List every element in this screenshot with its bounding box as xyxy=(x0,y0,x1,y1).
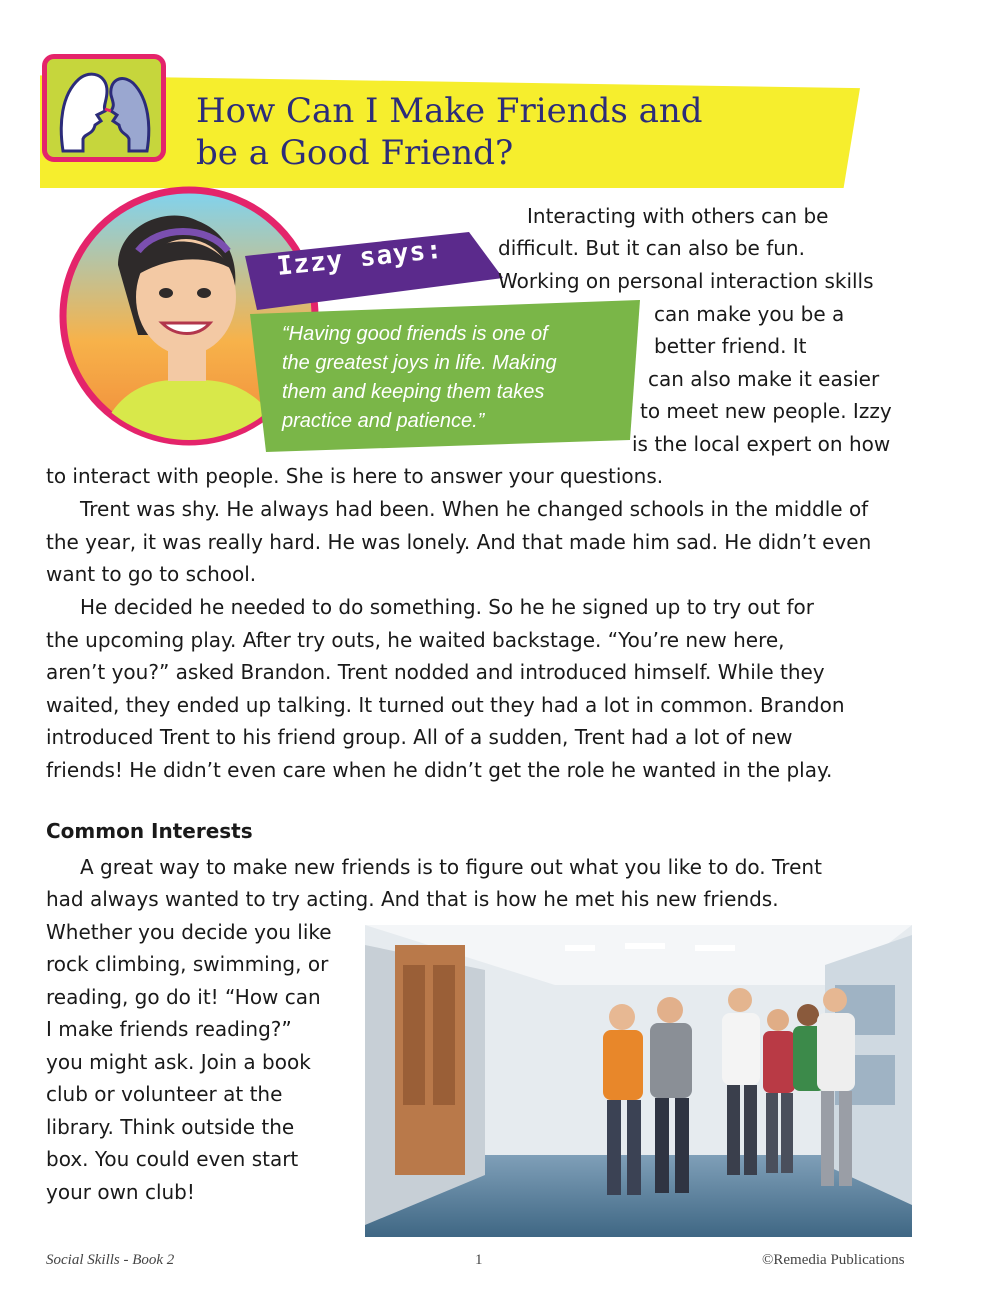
footer-book-title: Social Skills - Book 2 xyxy=(46,1252,175,1268)
section-heading: Common Interests xyxy=(46,819,253,843)
text-line: the upcoming play. After try outs, he waited backstage. “You’re new here, xyxy=(46,628,785,652)
footer-publisher: ©Remedia Publications xyxy=(762,1252,905,1268)
text-line: difficult. But it can also be fun. xyxy=(498,236,805,260)
quote-line: practice and patience.” xyxy=(282,410,485,432)
quote-text xyxy=(282,320,612,436)
text-line: box. You could even start xyxy=(46,1147,299,1171)
title-line-2: be a Good Friend? xyxy=(196,133,514,173)
text-line: I make friends reading?” xyxy=(46,1017,292,1041)
text-line: A great way to make new friends is to figure out what you like to do. Trent xyxy=(80,855,822,879)
text-line: He decided he needed to do something. So he he signed up to try out for xyxy=(80,595,815,619)
text-line: rock climbing, swimming, or xyxy=(46,952,329,976)
text-line: introduced Trent to his friend group. All of a sudden, Trent had a lot of new xyxy=(46,725,793,749)
izzy-says-label: Izzy says: xyxy=(275,234,445,282)
text-line: to meet new people. Izzy xyxy=(640,399,892,423)
izzy-says-tag xyxy=(245,232,503,310)
text-line: to interact with people. She is here to answer your questions. xyxy=(46,464,664,488)
text-line: your own club! xyxy=(46,1180,195,1204)
title-line-1: How Can I Make Friends and xyxy=(196,91,703,131)
text-line: you might ask. Join a book xyxy=(46,1050,311,1074)
text-line: Trent was shy. He always had been. When he changed schools in the middle of xyxy=(80,497,869,521)
text-line: friends! He didn’t even care when he didn’t get the role he wanted in the play. xyxy=(46,758,833,782)
hallway-photo xyxy=(365,925,912,1237)
text-line: aren’t you?” asked Brandon. Trent nodded and introduced himself. While they xyxy=(46,660,825,684)
text-line: better friend. It xyxy=(654,334,807,358)
text-line: is the local expert on how xyxy=(632,432,891,456)
text-line: club or volunteer at the xyxy=(46,1082,283,1106)
quote-line: the greatest joys in life. Making xyxy=(282,352,557,374)
page-number: 1 xyxy=(475,1252,483,1268)
text-line: library. Think outside the xyxy=(46,1115,295,1139)
text-line: Working on personal interaction skills xyxy=(498,269,874,293)
text-line: can make you be a xyxy=(654,302,845,326)
text-line: waited, they ended up talking. It turned out they had a lot in common. Brandon xyxy=(46,693,845,717)
text-line: Whether you decide you like xyxy=(46,920,332,944)
quote-callout xyxy=(250,300,640,452)
quote-line: them and keeping them takes xyxy=(282,381,545,403)
two-faces-talking-icon xyxy=(53,65,157,153)
text-line: had always wanted to try acting. And that is how he met his new friends. xyxy=(46,887,779,911)
text-line: can also make it easier xyxy=(648,367,880,391)
logo xyxy=(42,54,166,162)
quote-line: “Having good friends is one of xyxy=(282,323,548,345)
text-line: want to go to school. xyxy=(46,562,257,586)
text-line: Interacting with others can be xyxy=(527,204,829,228)
text-line: the year, it was really hard. He was lonely. And that made him sad. He didn’t even xyxy=(46,530,872,554)
text-line: reading, go do it! “How can xyxy=(46,985,321,1009)
page-title xyxy=(196,90,816,174)
